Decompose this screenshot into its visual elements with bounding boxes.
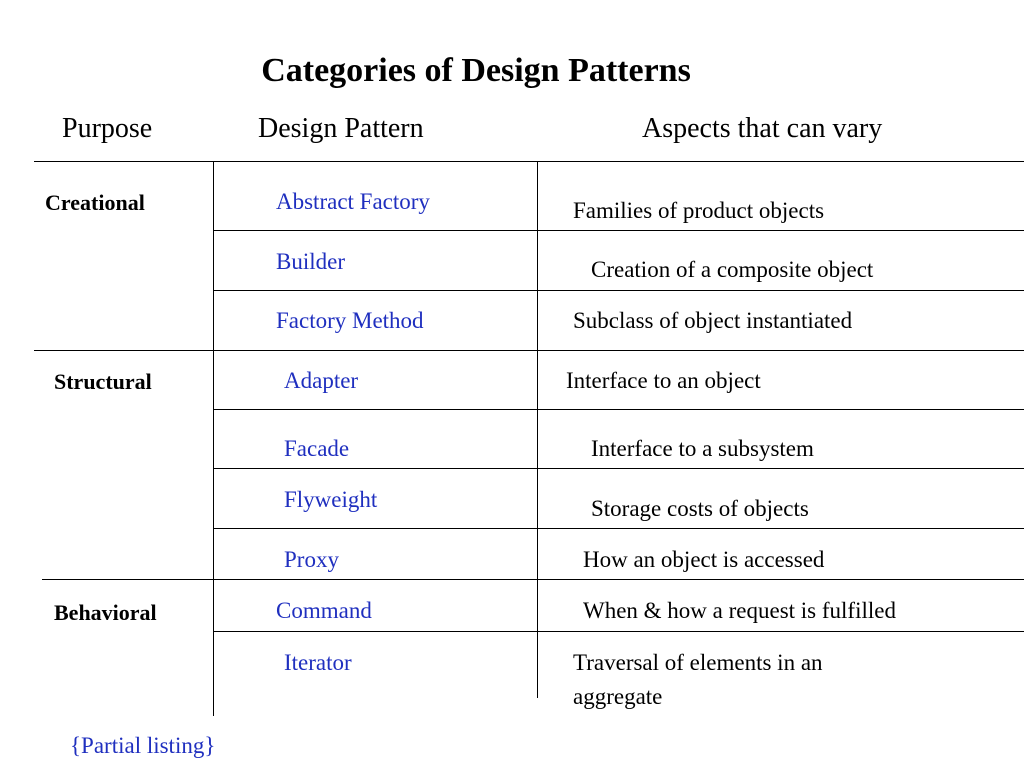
aspect-text: Storage costs of objects: [591, 496, 809, 521]
pattern-factory-method: Factory Method: [276, 308, 424, 333]
category-structural: Structural: [54, 369, 152, 394]
category-behavioral: Behavioral: [54, 600, 157, 625]
header-design-pattern: Design Pattern: [258, 113, 424, 144]
row-divider: [213, 230, 1024, 231]
pattern-abstract-factory: Abstract Factory: [276, 189, 430, 214]
header-aspects: Aspects that can vary: [642, 113, 883, 144]
pattern-proxy: Proxy: [284, 547, 339, 572]
row-divider: [213, 468, 1024, 469]
category-divider: [34, 350, 1024, 351]
aspect-text: Creation of a composite object: [591, 257, 874, 282]
pattern-flyweight: Flyweight: [284, 487, 378, 512]
pattern-facade: Facade: [284, 436, 350, 461]
row-divider: [213, 409, 1024, 410]
aspect-text: Subclass of object instantiated: [573, 308, 853, 333]
pattern-adapter: Adapter: [284, 368, 359, 393]
aspect-text: How an object is accessed: [583, 547, 825, 572]
header-rule: [34, 161, 1024, 162]
pattern-iterator: Iterator: [284, 650, 352, 675]
row-divider: [213, 290, 1024, 291]
aspect-text-line2: aggregate: [573, 684, 663, 709]
column-divider-right: [537, 161, 538, 698]
aspect-text: Interface to an object: [566, 368, 761, 393]
column-divider-left: [213, 161, 214, 716]
page-title: Categories of Design Patterns: [261, 52, 691, 89]
row-divider: [213, 631, 1024, 632]
pattern-command: Command: [276, 598, 372, 623]
aspect-text: When & how a request is fulfilled: [583, 598, 896, 623]
aspect-text: Interface to a subsystem: [591, 436, 814, 461]
header-purpose: Purpose: [62, 113, 153, 144]
footnote: {Partial listing}: [70, 733, 216, 758]
aspect-text-line1: Traversal of elements in an: [573, 650, 823, 675]
aspect-text: Families of product objects: [573, 198, 825, 223]
row-divider: [213, 528, 1024, 529]
pattern-builder: Builder: [276, 249, 345, 274]
category-divider: [42, 579, 1024, 580]
category-creational: Creational: [45, 190, 145, 215]
